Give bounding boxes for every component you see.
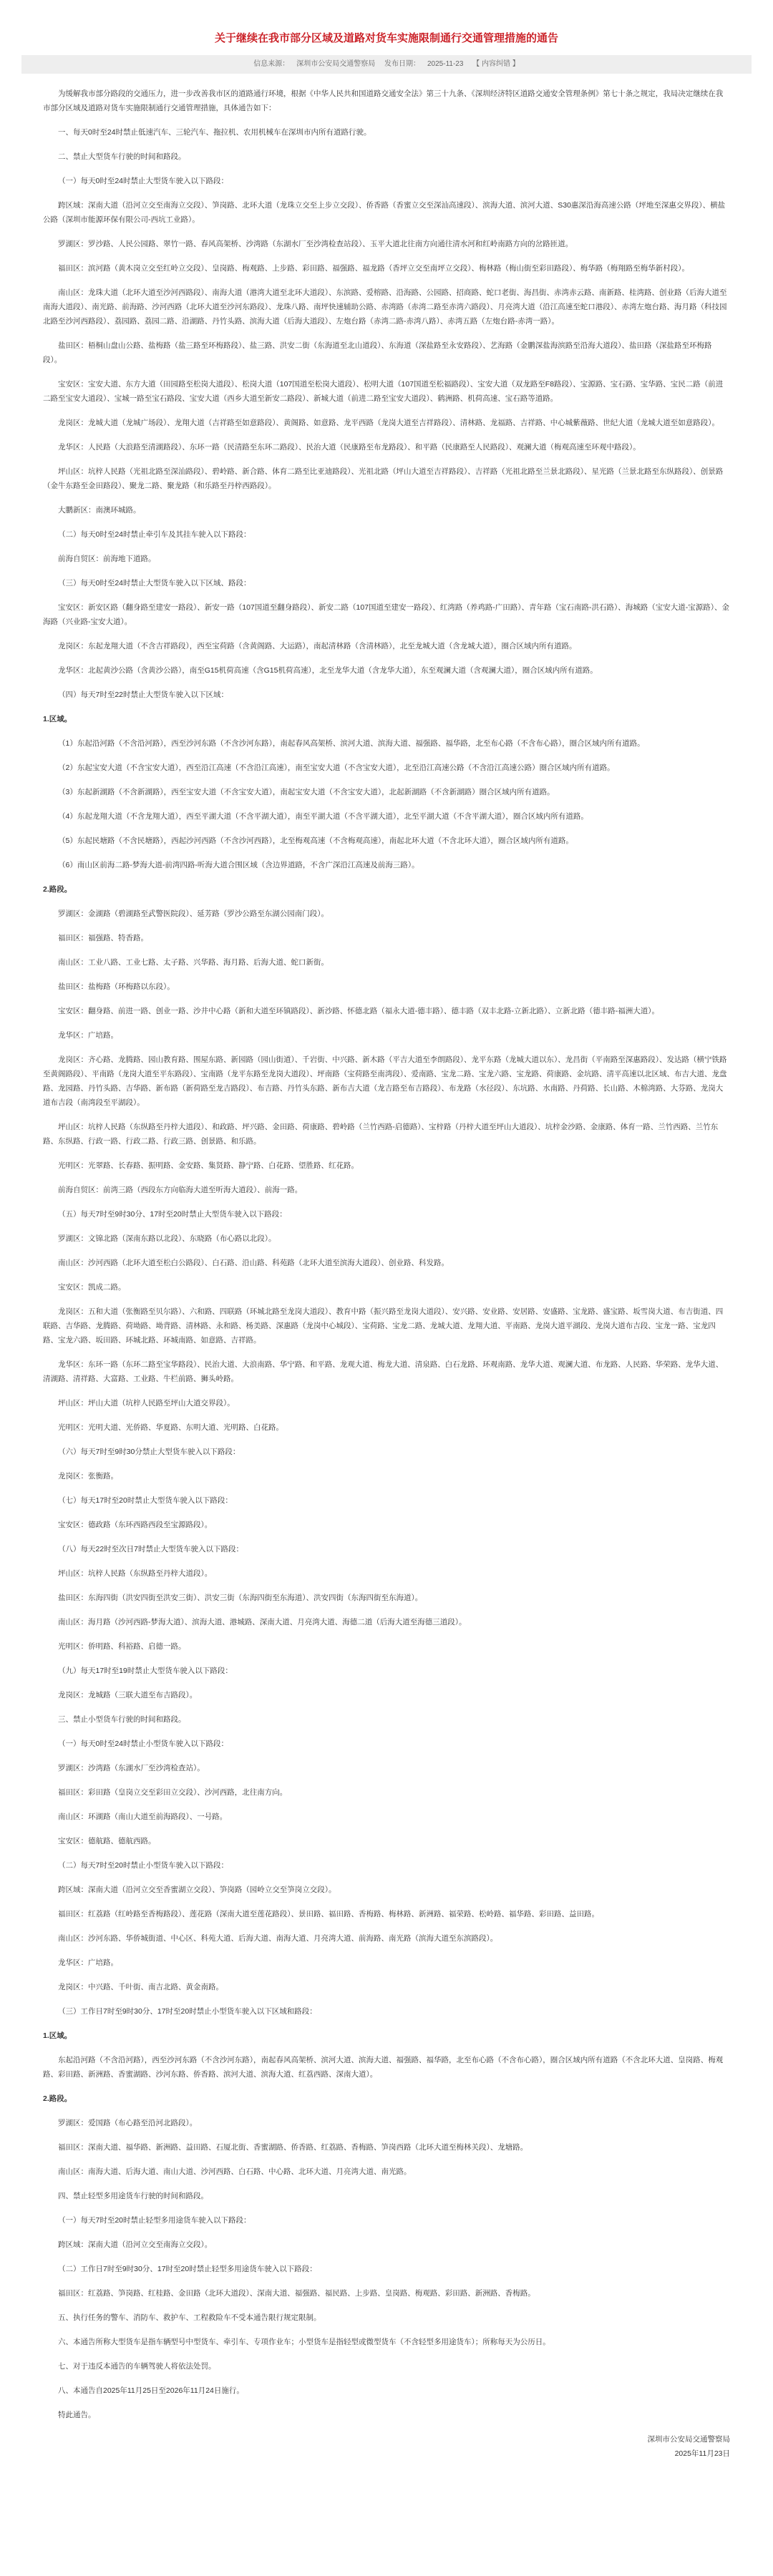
- paragraph: 四、禁止轻型多用途货车行驶的时间和路段。: [58, 2192, 208, 2200]
- paragraph: （四）每天7时至22时禁止大型货车驶入以下区域：: [58, 691, 229, 699]
- paragraph: 盐田区：梧桐山盘山公路、盐梅路（盐三路至环梅路段）、盐三路、洪安二街（东海道至北山道段）、东海道（深盐路至永安路段）、艺海路（金鹏深盐海滨路至沿海大道段）、盐田路（深盐路至环梅路段）。: [43, 341, 712, 364]
- paragraph: 福田区：红荔路（红岭路至香梅路段）、莲花路（深南大道至莲花路段）、景田路、福田路、香梅路、梅林路、新洲路、福荣路、松岭路、福华路、彩田路、益田路。: [58, 1910, 599, 1918]
- paragraph: 龙岗区：五和大道（张衡路至贝尔路）、六和路、四联路（环城北路至龙岗大道段）、教育中路（振兴路至龙岗大道段）、安兴路、安业路、安居路、安盛路、宝龙路、盛宝路、坂雪岗大道、布吉街道、四联路、吉华路、龙腾路、荷坳路、坳背路、清林路、永和路、杨美路、深惠路（龙岗中心城段）、宝荷路、宝龙二路、龙城大道、龙翔大道、平南路、龙岗大道平湖段、龙岗大道布吉段、宝龙一路、宝龙四路、宝龙六路、坂田路、环城北路、环城南路、如意路、吉祥路。: [43, 1307, 724, 1345]
- paragraph: 跨区域：深南大道（沿河立交至南海立交段）、笋岗路、北环大道（龙珠立交至上步立交段）、侨香路（香蜜立交至深汕高速段）、滨海大道、滨河大道、S30惠深沿海高速公路（坪地至深惠交界段）、横盐公路（深圳市能源环保有限公司-西坑工业路）。: [43, 201, 726, 224]
- paragraph: 宝安区：德政路（东环西路西段至宝源路段）。: [58, 1521, 213, 1529]
- paragraph: 龙岗区：龙城路（三联大道至布吉路段）。: [58, 1691, 198, 1699]
- paragraph: （二）每天7时至20时禁止小型货车驶入以下路段：: [58, 1861, 229, 1870]
- section-heading: 1.区域。: [43, 715, 72, 723]
- paragraph: 宝安区：新安区路（翻身路至建安一路段）、新安一路（107国道至翻身路段）、新安二路（107国道至建安一路段）、红湾路（养鸡路-广田路）、青年路（宝石南路-洪石路）、海城路（宝安大道-宝源路）、金海路（兴业路-宝安大道）。: [43, 603, 730, 626]
- paragraph: 跨区域：深南大道（沿河立交至南海立交段）。: [58, 2240, 213, 2249]
- paragraph: 为缓解我市部分路段的交通压力，进一步改善我市区的道路通行环境，根据《中华人民共和国道路交通安全法》第三十九条、《深圳经济特区道路交通安全管理条例》第七十条之规定，我局决定继续在我市部分区域及道路对货车实施限制通行交通管理措施，具体通告如下：: [43, 89, 724, 112]
- paragraph: 坪山区：坑梓人民路（东纵路至丹梓大道段）、和政路、坪兴路、金田路、荷康路、碧岭路（兰竹西路-启德路）、宝梓路（丹梓大道至坪山大道段）、坑梓金沙路、金康路、体育一路、兰竹西路、兰竹东路、东纵路、行政一路、行政二路、行政三路、创景路、和乐路。: [43, 1123, 719, 1146]
- paragraph: 光明区：光明大道、光侨路、华夏路、东明大道、光明路、白花路。: [58, 1423, 283, 1432]
- paragraph: 福田区：深南大道、福华路、新洲路、益田路、石厦北街、香蜜湖路、侨香路、红荔路、香梅路、笋岗西路（北环大道至梅林关段）、龙塘路。: [58, 2143, 528, 2152]
- paragraph: 二、禁止大型货车行驶的时间和路段。: [58, 152, 186, 161]
- paragraph: （一）每天0时至24时禁止大型货车驶入以下路段：: [58, 177, 229, 185]
- paragraph: 宝安区：凯成二路。: [58, 1283, 126, 1292]
- paragraph: 七、对于违反本通告的车辆驾驶人将依法处罚。: [58, 2362, 216, 2371]
- paragraph: （三）每天0时至24时禁止大型货车驶入以下区域、路段：: [58, 579, 251, 587]
- paragraph: 坪山区：坑梓人民路（东纵路至丹梓大道段）。: [58, 1569, 213, 1578]
- paragraph: （4）东起龙翔大道（不含龙翔大道），西至平湖大道（不含平湖大道），南至平湖大道（不含平湖大道），北至平湖大道（不含平湖大道），圈合区域内所有道路。: [58, 812, 588, 821]
- paragraph: （6）南山区前海二路-梦海大道-前湾四路-听海大道合围区域（含边界道路，不含广深沿江高速及前海三路）。: [58, 861, 419, 869]
- paragraph: 东起沿河路（不含沿河路），西至沙河东路（不含沙河东路），南起春风高架桥、滨河大道、滨海大道、福强路、福华路，北至布心路（不含布心路），圈合区域内所有道路（不含北环大道、皇岗路、梅观路、彩田路、新洲路、香蜜湖路、沙河东路、侨香路、滨河大道、滨海大道、红荔西路、深南大道）。: [43, 2056, 724, 2079]
- paragraph: 一、每天0时至24时禁止低速汽车、三轮汽车、拖拉机、农用机械车在深圳市内所有道路行驶。: [58, 128, 371, 137]
- paragraph: 龙岗区：龙城大道（龙城广场段）、龙翔大道（吉祥路至如意路段）、黄阁路、如意路、龙平西路（龙岗大道至吉祥路段）、清林路、龙福路、吉祥路、中心城紫薇路、世纪大道（龙城大道至如意路段）。: [58, 419, 719, 427]
- source-value: 深圳市公安局交通警察局: [296, 60, 376, 68]
- paragraph: 南山区：沙河东路、华侨城街道、中心区、科苑大道、后海大道、南海大道、月亮湾大道、前海路、南光路（滨海大道至东滨路段）。: [58, 1934, 498, 1943]
- paragraph: 福田区：红荔路、笋岗路、红桂路、金田路（北环大道段）、深南大道、福强路、福民路、上步路、皇岗路、梅观路、彩田路、新洲路、香梅路。: [58, 2289, 535, 2298]
- date-label: 发布日期：: [384, 60, 420, 68]
- article-meta-bar: [21, 55, 752, 74]
- signature-date: 2025年11月23日: [674, 2449, 730, 2458]
- section-heading: 1.区域。: [43, 2031, 72, 2040]
- paragraph: （五）每天7时至9时30分、17时至20时禁止大型货车驶入以下路段：: [58, 1210, 287, 1219]
- paragraph: 罗湖区：金湖路（碧湖路至武警医院段）、延芳路（罗沙公路至东湖公园南门段）。: [58, 909, 329, 918]
- paragraph: 前海自贸区：前湾三路（西段东方向临海大道至听海大道段）、前海一路。: [58, 1186, 303, 1194]
- paragraph: 光明区：光翠路、长春路、振明路、金安路、集贤路、静宁路、白花路、望胜路、红花路。: [58, 1161, 359, 1170]
- paragraph: 八、本通告自2025年11月25日至2026年11月24日施行。: [58, 2386, 244, 2395]
- paragraph: 南山区：南海大道、后海大道、南山大道、沙河西路、白石路、中心路、北环大道、月亮湾大道、南光路。: [58, 2167, 412, 2176]
- paragraph: 龙岗区：中兴路、千叶街、南吉北路、黄金南路。: [58, 1983, 223, 1991]
- paragraph: 大鹏新区：南澳环城路。: [58, 506, 141, 514]
- paragraph: （八）每天22时至次日7时禁止大型货车驶入以下路段：: [58, 1545, 244, 1553]
- paragraph: 龙华区：广培路。: [58, 1958, 118, 1967]
- paragraph: （1）东起沿河路（不含沿河路），西至沙河东路（不含沙河东路），南起春风高架桥、滨河大道、滨海大道、福强路、福华路，北至布心路（不含布心路），圈合区域内所有道路。: [58, 739, 645, 748]
- paragraph: 罗湖区：沙湾路（东湖水厂至沙湾检查站）。: [58, 1764, 205, 1772]
- paragraph: 罗湖区：爱国路（布心路至沿河北路段）。: [58, 2119, 198, 2127]
- paragraph: （六）每天7时至9时30分禁止大型货车驶入以下路段：: [58, 1448, 240, 1456]
- paragraph: 福田区：滨河路（黄木岗立交至红岭立交段）、皇岗路、梅观路、上步路、彩田路、福强路、福龙路（香坪立交至南坪立交段）、梅林路（梅山街至彩田路段）、梅华路（梅翔路至梅华新村段）。: [58, 264, 689, 273]
- paragraph: 五、执行任务的警车、消防车、救护车、工程救险车不受本通告限行规定限制。: [58, 2313, 321, 2322]
- paragraph: （三）工作日7时至9时30分、17时至20时禁止小型货车驶入以下区域和路段：: [58, 2007, 317, 2016]
- paragraph: （3）东起新湖路（不含新湖路），西至宝安大道（不含宝安大道），南起宝安大道（不含宝安大道），北起新湖路（不含新湖路）圈合区域内所有道路。: [58, 788, 555, 796]
- paragraph: 宝安区：翻身路、前进一路、创业一路、沙井中心路（新和大道至环镇路段）、新沙路、怀德北路（福永大道-德丰路）、德丰路（双丰北路-立新北路）、立新北路（德丰路-福洲大道）。: [58, 1007, 659, 1015]
- paragraph: 龙岗区：齐心路、龙腾路、园山教育路、围屋东路、新园路（园山街道）、千岩街、中兴路、新木路（平吉大道至李朗路段）、龙平东路（龙城大道以东）、龙昌街（平南路至深惠路段）、发达路（横宁铁路至黄阁路段）、平南路（龙岗大道至平东路段）、宝南路（龙平东路至龙岗大道段）、坪南路（宝荷路至南湾段）、爱南路、宝龙二路、宝龙六路、宝龙路、荷康路、金坑路、清平高速以北区域、布吉大道、龙盘路、龙园路、丹竹头路、吉华路、新布路（新荷路至龙吉路段）、布吉路、丹竹头东路、新布吉大道（龙吉路至布吉路段）、布龙路（水径段）、东坑路、水南路、丹荷路、长山路、木棉湾路、大芬路、龙岗大道布吉段（南湾段至平湖段）。: [43, 1055, 727, 1107]
- paragraph: 特此通告。: [58, 2411, 96, 2419]
- paragraph: 南山区：沙河西路（北环大道至松白公路段）、白石路、沿山路、科苑路（北环大道至滨海大道段）、创业路、科发路。: [58, 1259, 449, 1267]
- signature-block: [21, 2432, 752, 2461]
- paragraph: （2）东起宝安大道（不含宝安大道），西至沿江高速（不含沿江高速），南至宝安大道（不含宝安大道），北至沿江高速公路（不含沿江高速公路）圈合区域内所有道路。: [58, 763, 615, 772]
- paragraph: 坪山区：坑梓人民路（光祖北路至深汕路段）、碧岭路、新合路、体育二路至比亚迪路段）、光祖北路（坪山大道至吉祥路段）、吉祥路（光祖北路至兰景北路段）、星光路（兰景北路至东纵路段）、创景路（金牛东路至金田路段）、聚龙二路、聚龙路（和乐路至丹梓西路段）。: [43, 467, 724, 490]
- paragraph: 龙岗区：东起龙翔大道（不含吉祥路段），西至宝荷路（含黄阁路、大运路），南起清林路（含清林路），北至龙城大道（含龙城大道），圈合区域内所有道路。: [58, 642, 577, 650]
- article-body: [21, 87, 752, 2422]
- paragraph: 南山区：工业八路、工业七路、太子路、兴华路、海月路、后海大道、蛇口新街。: [58, 958, 329, 967]
- paragraph: 六、本通告所称大型货车是指车辆型号中型货车、牵引车、专项作业车；小型货车是指轻型或微型货车（不含轻型多用途货车）；所称每天为公历日。: [58, 2338, 550, 2346]
- paragraph: 前海自贸区：前海地下道路。: [58, 555, 156, 563]
- paragraph: 南山区：龙珠大道（北环大道至沙河西路段）、南海大道（港湾大道至北环大道段）、东滨路、爱榕路、沿海路、公园路、招商路、蛇口老街、海昌街、赤湾赤云路、南新路、桂湾路、创业路（后海大道至南海大道段）、南光路、前海路、沙河西路（北环大道至沙河东路段）、龙珠八路、南坪快速辅助公路、赤湾路（赤湾二路至赤湾六路段）、月亮湾大道（沿江高速至蛇口港段）、赤湾左炮台路、海月路（科技园北路至沙河西路段）、荔园路、荔园二路、沿湖路、丹竹头路、滨海大道（后海大道段）、左炮台路（赤湾二路-赤湾八路）、赤湾五路（左炮台路-赤湾一路）。: [43, 288, 727, 326]
- date-value: 2025-11-23: [427, 60, 464, 68]
- signature-org: 深圳市公安局交通警察局: [647, 2435, 730, 2444]
- page-title: 关于继续在我市部分区域及道路对货车实施限制通行交通管理措施的通告: [214, 32, 558, 44]
- paragraph: 南山区：海月路（沙河西路-梦海大道）、滨海大道、港城路、深南大道、月亮湾大道、海德二道（后海大道至海德三道段）。: [58, 1618, 467, 1626]
- paragraph: 龙岗区：张衡路。: [58, 1472, 118, 1480]
- section-heading: 2.路段。: [43, 885, 72, 894]
- paragraph: 福田区：彩田路（皇岗立交至彩田立交段）、沙河西路，北往南方向。: [58, 1788, 288, 1797]
- correction-link[interactable]: 【 内容纠错 】: [472, 60, 520, 68]
- paragraph: 福田区：福强路、特香路。: [58, 934, 148, 942]
- paragraph: 龙华区：北起黄沙公路（含黄沙公路），南至G15机荷高速（含G15机荷高速），北至龙华大道（含龙华大道），东至观澜大道（含观澜大道），圈合区域内所有道路。: [58, 666, 598, 675]
- paragraph: 坪山区：坪山大道（坑梓人民路至坪山大道交界段）。: [58, 1399, 235, 1407]
- paragraph: 跨区域：深南大道（沿河立交至香蜜湖立交段）、笋岗路（园岭立交至笋岗立交段）。: [58, 1885, 336, 1894]
- paragraph: 南山区：环湖路（南山大道至前海路段）、一号路。: [58, 1813, 228, 1821]
- source-label: 信息来源：: [253, 60, 290, 68]
- paragraph: （一）每天7时至20时禁止轻型多用途货车驶入以下路段：: [58, 2216, 251, 2225]
- paragraph: （九）每天17时至19时禁止大型货车驶入以下路段：: [58, 1667, 233, 1675]
- paragraph: （一）每天0时至24时禁止小型货车驶入以下路段：: [58, 1740, 229, 1748]
- paragraph: （七）每天17时至20时禁止大型货车驶入以下路段：: [58, 1496, 233, 1505]
- paragraph: 龙华区：东环一路（东环二路至宝华路段）、民治大道、大浪南路、华宁路、和平路、龙观大道、梅龙大道、清泉路、白石龙路、环观南路、龙华大道、观澜大道、布龙路、人民路、华荣路、龙华大道、清湖路、清祥路、大富路、工业路、牛栏前路、狮头岭路。: [43, 1360, 724, 1383]
- paragraph: 龙华区：广培路。: [58, 1031, 118, 1040]
- paragraph: （二）工作日7时至9时30分、17时至20时禁止轻型多用途货车驶入以下路段：: [58, 2265, 317, 2273]
- paragraph: （5）东起民塘路（不含民塘路），西起沙河西路（不含沙河西路），北至梅观高速（不含梅观高速），南起北环大道（不含北环大道），圈合区域内所有道路。: [58, 836, 573, 845]
- paragraph: 宝安区：德航路、德航西路。: [58, 1837, 156, 1845]
- section-heading: 2.路段。: [43, 2094, 72, 2103]
- paragraph: 光明区：侨明路、科裕路、启德一路。: [58, 1642, 186, 1651]
- paragraph: 盐田区：盐梅路（环梅路以东段）。: [58, 982, 175, 991]
- paragraph: 宝安区：宝安大道、东方大道（田园路至松岗大道段）、松岗大道（107国道至松岗大道段）、松明大道（107国道至松福路段）、宝安大道（双龙路至F8路段）、宝源路、宝石路、宝华路、宝民二路（前进二路至宝安大道段）、宝城一路至宝石路段、宝安大道（西乡大道至新安二路段）、新城大道（前进二路至宝安大道段）、鹤洲路、机荷高速、宝石路等道路。: [43, 380, 724, 403]
- paragraph: 罗湖区：罗沙路、人民公园路、翠竹一路、春风高架桥、沙湾路（东湖水厂至沙湾检查站段）、玉平大道北往南方向通往清水河和红岭南路方向的岔路匝道。: [58, 240, 573, 248]
- paragraph: 盐田区：东海四街（洪安四街至洪安三街）、洪安三街（东海四街至东海道）、洪安四街（东海四街至东海道）。: [58, 1594, 423, 1602]
- paragraph: 三、禁止小型货车行驶的时间和路段。: [58, 1715, 186, 1724]
- paragraph: 罗湖区：文锦北路（深南东路以北段）、东晓路（布心路以北段）。: [58, 1234, 276, 1243]
- paragraph: （二）每天0时至24时禁止牵引车及其挂车驶入以下路段：: [58, 530, 251, 539]
- paragraph: 龙华区：人民路（大浪路至清湖路段）、东环一路（民清路至东环二路段）、民治大道（民康路至布龙路段）、和平路（民康路至人民路段）、观澜大道（梅观高速至环观中路段）。: [58, 443, 641, 452]
